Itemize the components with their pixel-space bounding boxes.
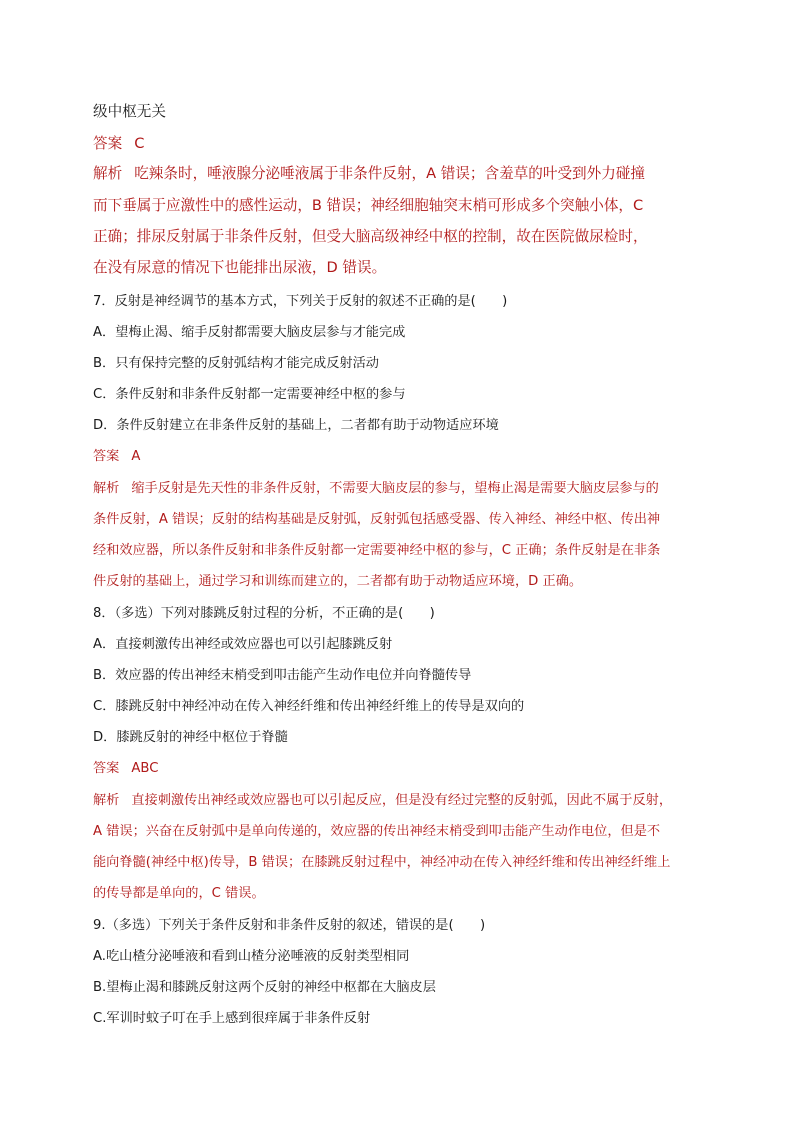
- explanation-label: 解析: [93, 165, 123, 182]
- answer-value: C: [134, 135, 145, 152]
- q7-explanation-line: 经和效应器，所以条件反射和非条件反射都一定需要神经中枢的参与，C 正确；条件反射是在非条: [93, 543, 661, 558]
- q9-option-c: C.军训时蚊子叮在手上感到很痒属于非条件反射: [93, 1011, 371, 1026]
- q8-explanation-line: 解析 直接刺激传出神经或效应器也可以引起反应，但是没有经过完整的反射弧，因此不属于反射，: [93, 793, 673, 808]
- q6-explanation-line: 解析 吃辣条时，唾液腺分泌唾液属于非条件反射，A 错误；含羞草的叶受到外力碰撞: [93, 165, 646, 182]
- q8-option-b: B．效应器的传出神经末梢受到叩击能产生动作电位并向脊髓传导: [93, 668, 472, 683]
- answer-label: 答案: [93, 135, 123, 152]
- q7-explanation-line: 解析 缩手反射是先天性的非条件反射，不需要大脑皮层的参与，望梅止渴是需要大脑皮层参与的: [93, 481, 659, 496]
- q8-option-c: C．膝跳反射中神经冲动在传入神经纤维和传出神经纤维上的传导是双向的: [93, 699, 525, 714]
- q7-option-b: B．只有保持完整的反射弧结构才能完成反射活动: [93, 356, 379, 371]
- q8-option-a: A．直接刺激传出神经或效应器也可以引起膝跳反射: [93, 637, 393, 652]
- q8-explanation-line: 的传导都是单向的，C 错误。: [93, 886, 265, 901]
- q9-option-a: A.吃山楂分泌唾液和看到山楂分泌唾液的反射类型相同: [93, 949, 410, 964]
- answer-label: 答案: [93, 761, 120, 776]
- q8-stem: 8．（多选）下列对膝跳反射过程的分析，不正确的是( ): [93, 606, 435, 621]
- q8-option-d: D．膝跳反射的神经中枢位于脊髓: [93, 730, 288, 745]
- q8-explanation-line: A 错误；兴奋在反射弧中是单向传递的，效应器的传出神经末梢受到叩击能产生动作电位，但是不: [93, 824, 661, 839]
- q6-explanation-line: 正确；排尿反射属于非条件反射，但受大脑高级神经中枢的控制，故在医院做尿检时，: [93, 228, 648, 245]
- q6-answer: [93, 132, 708, 153]
- q8-answer: [93, 757, 708, 776]
- q7-explanation-line: 件反射的基础上，通过学习和训练而建立的，二者都有助于动物适应环境，D 正确。: [93, 574, 583, 589]
- explanation-label: 解析: [93, 793, 120, 808]
- q6-continuation: 级中枢无关: [93, 103, 166, 120]
- q7-stem: 7．反射是神经调节的基本方式，下列关于反射的叙述不正确的是( ): [93, 294, 508, 309]
- q7-option-c: C．条件反射和非条件反射都一定需要神经中枢的参与: [93, 387, 406, 402]
- answer-label: 答案: [93, 449, 120, 464]
- q8-explanation-line: 能向脊髓(神经中枢)传导，B 错误；在膝跳反射过程中，神经冲动在传入神经纤维和传出神经纤维上: [93, 855, 671, 870]
- q7-option-d: D．条件反射建立在非条件反射的基础上，二者都有助于动物适应环境: [93, 418, 499, 433]
- q6-explanation-line: 而下垂属于应激性中的感性运动，B 错误；神经细胞轴突末梢可形成多个突触小体，C: [93, 197, 644, 214]
- explanation-label: 解析: [93, 481, 120, 496]
- q9-option-b: B.望梅止渴和膝跳反射这两个反射的神经中枢都在大脑皮层: [93, 980, 436, 995]
- answer-value: ABC: [131, 761, 159, 776]
- q7-explanation-line: 条件反射，A 错误；反射的结构基础是反射弧，反射弧包括感受器、传入神经、神经中枢、传出神: [93, 512, 661, 527]
- answer-value: A: [131, 449, 141, 464]
- q7-option-a: A．望梅止渴、缩手反射都需要大脑皮层参与才能完成: [93, 325, 406, 340]
- q7-answer: [93, 445, 708, 464]
- q6-explanation-line: 在没有尿意的情况下也能排出尿液，D 错误。: [93, 259, 387, 276]
- q9-stem: 9.（多选）下列关于条件反射和非条件反射的叙述，错误的是( ): [93, 918, 486, 933]
